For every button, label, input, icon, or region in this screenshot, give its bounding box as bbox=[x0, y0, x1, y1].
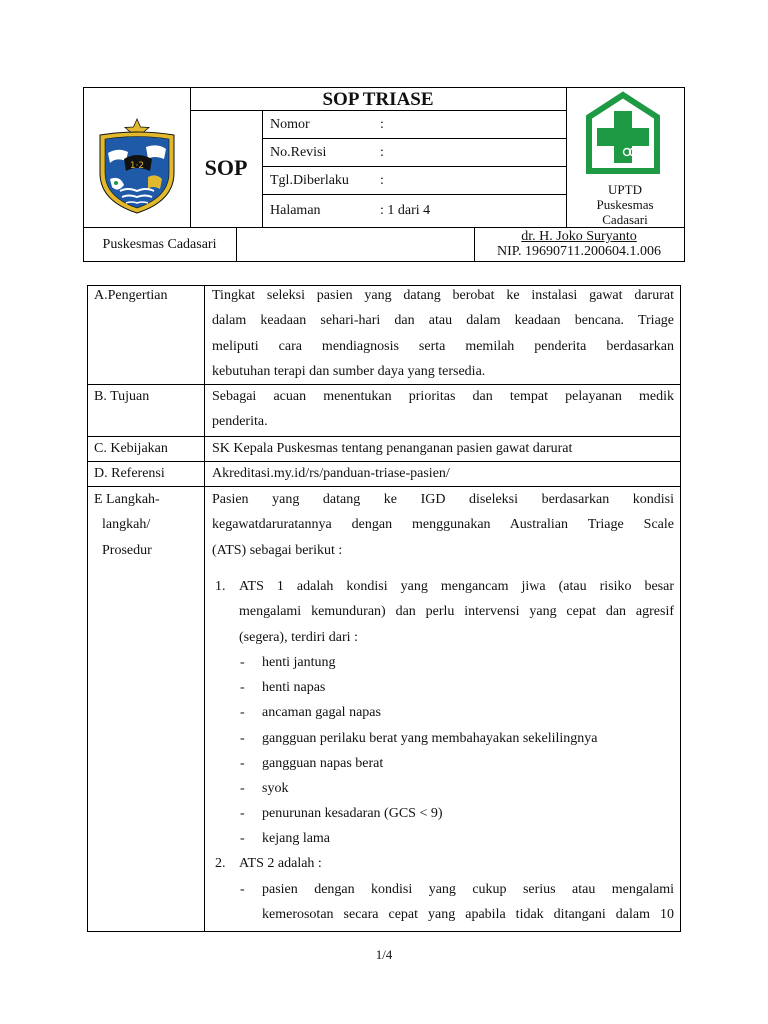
ats1-item: - syok bbox=[240, 781, 289, 797]
ats1-items bbox=[240, 650, 674, 852]
signer-nip: NIP. 19690711.200604.1.006 bbox=[497, 244, 661, 259]
field-value-halaman: : 1 dari 4 bbox=[380, 203, 431, 218]
puskesmas-logo bbox=[583, 91, 663, 177]
field-label-tgl-diberlaku: Tgl.Diberlaku bbox=[270, 173, 349, 188]
ats2-item-line-text: pasien dengan kondisi yang cukup serius atau mengalami bbox=[262, 882, 674, 897]
ats1-item: - gangguan napas berat bbox=[240, 755, 384, 771]
pengertian-line: Tingkat seleksi pasien yang datang berobat ke instalasi gawat darurat bbox=[212, 288, 674, 303]
ats1-item: - ancaman gagal napas bbox=[240, 705, 381, 721]
ats2-number: 2. bbox=[215, 856, 226, 871]
langkah-label-line: langkah/ bbox=[102, 517, 151, 533]
ats1-item-text: henti napas bbox=[262, 680, 326, 696]
signature-block bbox=[474, 229, 684, 259]
field-label-nomor: Nomor bbox=[270, 117, 310, 132]
text-tujuan bbox=[212, 384, 674, 435]
org-name-left: Puskesmas Cadasari bbox=[102, 237, 217, 252]
langkah-intro-line: (ATS) sebagai berikut : bbox=[212, 542, 343, 558]
kabupaten-crest-logo bbox=[94, 117, 180, 215]
ats2-text: ATS 2 adalah : bbox=[239, 856, 322, 871]
label-langkah bbox=[94, 487, 160, 563]
org-line-cadasari: Cadasari bbox=[602, 212, 648, 227]
ats2-item-line: - pasien dengan kondisi yang cukup serius atau mengalami bbox=[240, 882, 674, 897]
ats1-line bbox=[215, 574, 674, 599]
ats1-item: - penurunan kesadaran (GCS < 9) bbox=[240, 806, 443, 822]
signer-name: dr. H. Joko Suryanto bbox=[521, 229, 637, 244]
ats1-item-text: kejang lama bbox=[262, 831, 331, 847]
org-name-right bbox=[566, 182, 684, 227]
langkah-label-line: Prosedur bbox=[102, 542, 152, 558]
label-kebijakan: C. Kebijakan bbox=[94, 441, 168, 456]
ats1-item-text: penurunan kesadaran (GCS < 9) bbox=[262, 806, 443, 822]
text-langkah-intro bbox=[212, 487, 674, 563]
ats1-line-text: ATS 1 adalah kondisi yang mengancam jiwa (atau risiko besar bbox=[239, 579, 674, 594]
field-label-no-revisi: No.Revisi bbox=[270, 145, 327, 160]
ats1-item: - henti napas bbox=[240, 680, 326, 696]
ats1-item-text: gangguan perilaku berat yang membahayakan sekelilingnya bbox=[262, 730, 598, 746]
page-number: 1/4 bbox=[375, 947, 393, 962]
text-pengertian bbox=[212, 283, 674, 385]
langkah-intro-line: kegawatdaruratannya dengan menggunakan Australian Triage Scale bbox=[212, 517, 674, 533]
ats1-number: 1. bbox=[215, 579, 226, 594]
ats1-item-text: henti jantung bbox=[262, 655, 336, 670]
pengertian-line: kebutuhan terapi dan sumber daya yang tersedia. bbox=[212, 364, 486, 380]
ats1-item: - henti jantung bbox=[240, 655, 336, 670]
org-line-puskesmas: Puskesmas bbox=[596, 197, 654, 212]
tujuan-line: penderita. bbox=[212, 414, 268, 430]
ats1-item: - kejang lama bbox=[240, 831, 331, 847]
ats2-line bbox=[215, 851, 674, 876]
field-label-halaman: Halaman bbox=[270, 203, 321, 218]
pengertian-line: dalam keadaan sehari-hari dan atau dalam keadaan bencana. Triage bbox=[212, 313, 674, 329]
ats1-item-text: ancaman gagal napas bbox=[262, 705, 381, 721]
langkah-intro-line: Pasien yang datang ke IGD diseleksi berdasarkan kondisi bbox=[212, 492, 674, 507]
org-line-uptd: UPTD bbox=[608, 182, 642, 197]
label-tujuan: B. Tujuan bbox=[94, 389, 150, 404]
ats1-item-text: gangguan napas berat bbox=[262, 755, 384, 771]
label-pengertian: A.Pengertian bbox=[94, 288, 168, 303]
document-title: SOP TRIASE bbox=[322, 89, 434, 110]
ats1-item: - gangguan perilaku berat yang membahayakan sekelilingnya bbox=[240, 730, 598, 746]
field-value-nomor: : bbox=[380, 117, 384, 132]
ats1-block bbox=[215, 574, 674, 650]
ats1-line: mengalami kemunduran) dan perlu intervensi yang cepat dan agresif bbox=[239, 604, 674, 620]
ats1-item-text: syok bbox=[262, 781, 289, 797]
ats1-line: (segera), terdiri dari : bbox=[239, 629, 358, 645]
text-kebijakan: SK Kepala Puskesmas tentang penanganan pasien gawat darurat bbox=[212, 441, 573, 456]
field-value-tgl-diberlaku: : bbox=[380, 173, 384, 188]
text-referensi: Akreditasi.my.id/rs/panduan-triase-pasien/ bbox=[212, 466, 450, 481]
svg-text:1·2: 1·2 bbox=[129, 161, 145, 171]
label-referensi: D. Referensi bbox=[94, 466, 165, 481]
ats2-item-line: kemerosotan secara cepat yang apabila tidak ditangani dalam 10 bbox=[262, 907, 674, 923]
tujuan-line: Sebagai acuan menentukan prioritas dan tempat pelayanan medik bbox=[212, 389, 674, 404]
langkah-label-line: E Langkah- bbox=[94, 492, 160, 507]
sop-label: SOP bbox=[204, 155, 248, 180]
field-value-no-revisi: : bbox=[380, 145, 384, 160]
ats2-item bbox=[240, 877, 674, 928]
pengertian-line: meliputi cara mendiagnosis serta memilah penderita berdasarkan bbox=[212, 338, 674, 354]
